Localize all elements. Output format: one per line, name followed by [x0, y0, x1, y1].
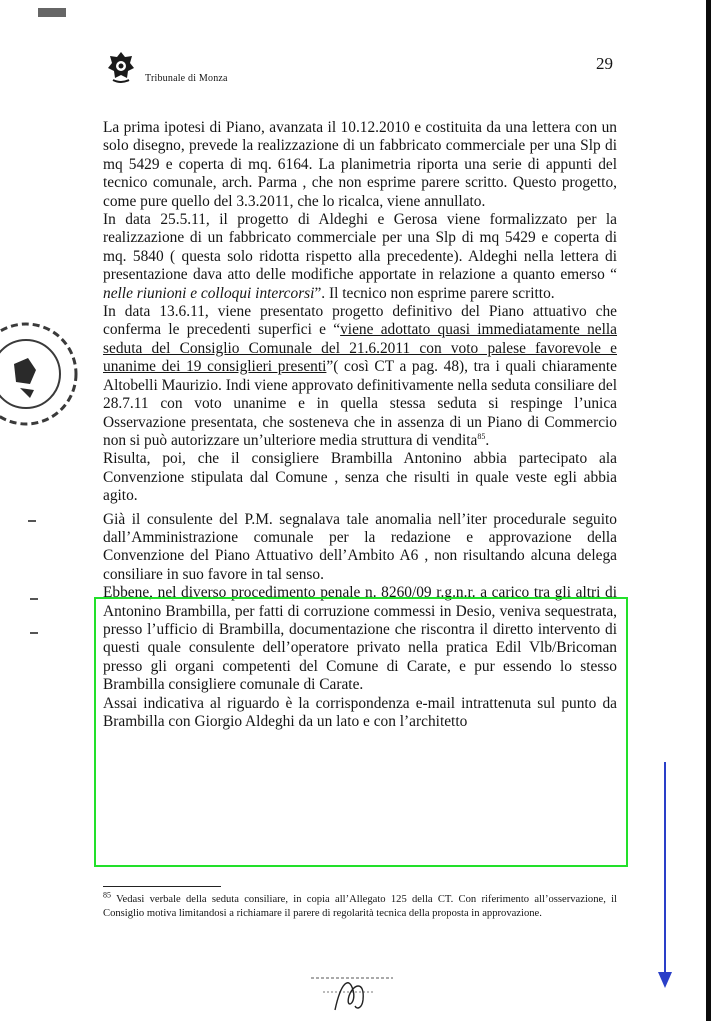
scan-corner-mark	[38, 8, 66, 17]
paragraph: In data 13.6.11, viene presentato progetto definitivo del Piano attuativo che conferma le precedenti superfici e “viene adottato quasi immediatamente nella seduta del Consiglio Comunale del 21.6.2011 con voto palese favorevole e unanime dei 19 consiglieri presenti”( così CT a pag. 48), tra i quali chiaramente Altobelli Maurizio. Indi viene approvato definitivamente nella seduta consiliare del 28.7.11 con voto unanime e in quella stessa seduta si respinge l’unica Osservazione presentata, che sosteneva che in assenza di un Piano di Commercio non si può autorizzare un’ulteriore media struttura di vendita$^{85}$.	[103, 303, 618, 449]
highlight-box	[94, 597, 628, 867]
page-number: 29	[596, 54, 613, 73]
down-arrow-icon	[655, 762, 675, 992]
signature-stamp-icon	[305, 970, 400, 1014]
footnote-number: 85	[103, 890, 111, 900]
paragraph: La prima ipotesi di Piano, avanzata il 10.12.2010 e costituita da una lettera con un solo disegno, prevede la realizzazione di un fabbricato commerciale per una Slp di mq 5429 e coperta di mq. 6164. La planimetria riporta una serie di appunti del tecnico comunale, arch. Parma , che non esprime parere scritto. Questo progetto, come pure quello del 3.3.2011, che lo ricalca, viene annullato.	[103, 119, 617, 210]
paragraph: Ebbene, nel diverso procedimento penale n. 8260/09 r.g.n.r. a carico tra gli altri di Antonino Brambilla, per fatti di corruzione commessi in Desio, veniva sequestrata, presso l’ufficio di Brambilla, documentazione che riscontra il diretto intervento di questi quale consulente dell’operatore privato nella pratica Edil Vlb/Bricoman presso gli organi competenti del Comune di Carate, e pur essendo lo stesso Brambilla consigliere comunale di Carate.	[103, 584, 617, 694]
paragraph: In data 25.5.11, il progetto di Aldeghi e Gerosa viene formalizzato per la realizzazione di un fabbricato commerciale per una Slp di mq 5429 e coperta di mq. 5840 ( questa solo ridotta rispetto alla precedente). Aldeghi nella lettera di presentazione dava atto delle modifiche apportate in relazione a quanto emerso “ nelle riunioni e colloqui intercorsi”. Il tecnico non esprime parere scritto.	[103, 211, 617, 302]
paragraph: Già il consulente del P.M. segnalava tale anomalia nell’iter procedurale seguito dall’Amministrazione comunale per la redazione e approvazione della Convenzione del Piano Attuativo dell’Ambito A6 , non risultando alcuna delega consiliare in suo favore in tal senso.	[103, 510, 617, 583]
footnote	[103, 890, 617, 920]
footnote-separator	[103, 886, 221, 887]
paragraph: Assai indicativa al riguardo è la corrispondenza e-mail intrattenuta sul punto da Brambilla con Giorgio Aldeghi da un lato e con l’architetto	[103, 694, 617, 730]
footnote-ref: 85	[477, 431, 486, 441]
footnote-text: Vedasi verbale della seduta consiliare, in copia all’Allegato 125 della CT. Con riferimento all’osservazione, il Consiglio motiva limitandosi a richiamare il parere di regolarità tecnica della proposta in approvazione.	[103, 894, 617, 919]
page-edge	[706, 0, 711, 1021]
margin-mark	[30, 632, 38, 634]
court-emblem-icon	[106, 50, 136, 84]
paragraph: Risulta, poi, che il consigliere Brambilla Antonino abbia partecipato ala Convenzione stipulata dal Comune , senza che risulti in quale veste egli abbia agito.	[103, 450, 617, 505]
round-stamp-icon	[0, 318, 82, 430]
margin-mark	[28, 520, 36, 522]
margin-mark	[30, 598, 38, 600]
court-name: Tribunale di Monza	[145, 73, 228, 84]
